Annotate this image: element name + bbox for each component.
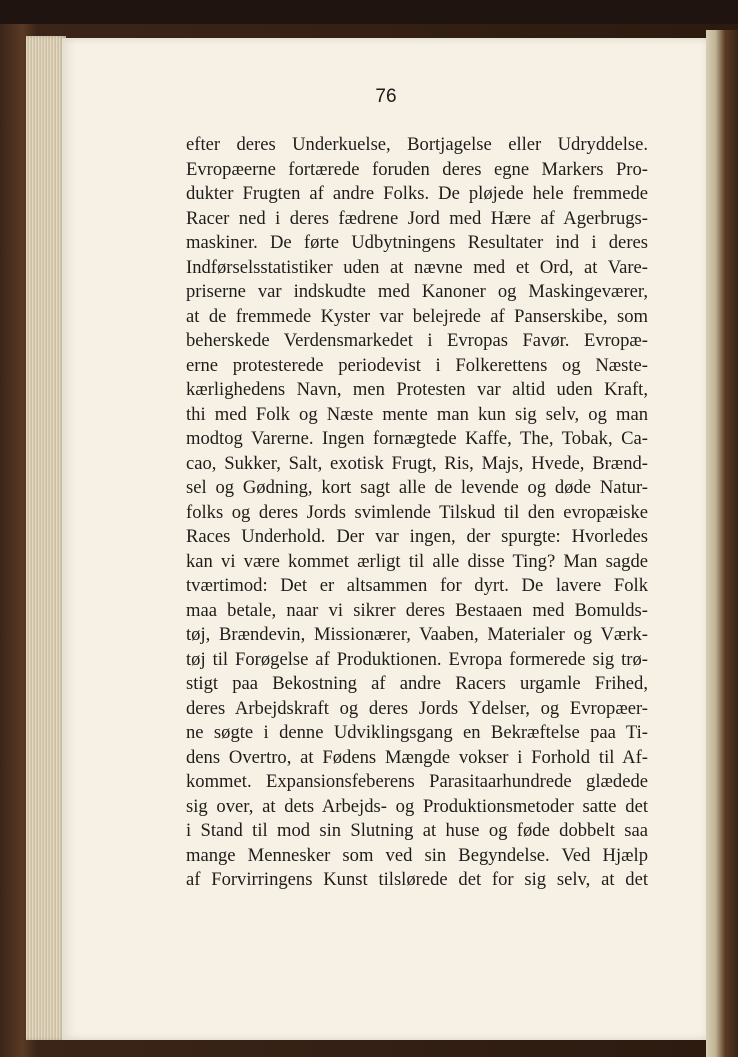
text-line: efter deres Underkuelse, Bortjagelse eller Udryddelse. — [186, 134, 648, 155]
text-line: at de fremmede Kyster var belejrede af Panserskibe, som — [186, 305, 648, 327]
text-line: kærlighedens Navn, men Protesten var altid uden Kraft, — [186, 379, 648, 400]
text-line: i Stand til mod sin Slutning at huse og føde dobbelt saa — [186, 820, 648, 841]
text-line: folks og deres Jords svimlende Tilskud til den evropæiske — [186, 501, 648, 523]
text-line: af Forvirringens Kunst tilslørede det for sig selv, at det — [186, 869, 648, 890]
text-line: ne søgte i denne Udviklingsgang en Bekræftelse paa Ti- — [186, 722, 648, 743]
text-line: deres Arbejdskraft og deres Jords Ydelser, og Evropæer- — [186, 697, 648, 719]
text-line: cao, Sukker, Salt, exotisk Frugt, Ris, Majs, Hvede, Brænd- — [186, 452, 648, 474]
text-line: sel og Gødning, kort sagt alle de levende og døde Natur- — [186, 477, 648, 498]
text-line: thi med Folk og Næste mente man kun sig selv, og man — [186, 403, 648, 425]
text-line: tværtimod: Det er altsammen for dyrt. De lavere Folk — [186, 575, 648, 596]
book-cover-edge — [0, 0, 738, 24]
text-line: maskiner. De førte Udbytningens Resultater ind i deres — [186, 232, 648, 253]
text-line: maa betale, naar vi sikrer deres Bestaaen med Bomulds- — [186, 599, 648, 621]
text-line: Racer ned i deres fædrene Jord med Hære af Agerbrugs- — [186, 207, 648, 229]
text-line: Evropæerne fortærede foruden deres egne Markers Pro- — [186, 158, 648, 180]
text-line: kan vi være kommet ærligt til alle disse Ting? Man sagde — [186, 550, 648, 572]
page-edges-left — [26, 36, 66, 1040]
text-line: Indførselsstatistiker uden at nævne med et Ord, at Vare- — [186, 256, 648, 278]
text-line: priserne var indskudte med Kanoner og Maskingeværer, — [186, 281, 648, 302]
page-edges-right — [706, 30, 738, 1057]
text-line: dens Overtro, at Fødens Mængde vokser i Forhold til Af- — [186, 746, 648, 768]
text-line: tøj til Forøgelse af Produktionen. Evropa formerede sig trø- — [186, 648, 648, 670]
text-line: sig over, at dets Arbejds- og Produktionsmetoder satte det — [186, 795, 648, 817]
text-line: dukter Frugten af andre Folks. De pløjede hele fremmede — [186, 183, 648, 204]
text-line: Races Underhold. Der var ingen, der spurgte: Hvorledes — [186, 526, 648, 547]
text-line: erne protesterede periodevist i Folkerettens og Næste- — [186, 354, 648, 376]
body-text — [186, 133, 648, 893]
text-line: tøj, Brændevin, Missionærer, Vaaben, Materialer og Værk- — [186, 624, 648, 645]
page-number: 76 — [375, 86, 397, 107]
text-line: stigt paa Bekostning af andre Racers urgamle Frihed, — [186, 673, 648, 694]
text-line: beherskede Verdensmarkedet i Evropas Favør. Evropæ- — [186, 330, 648, 351]
text-line: modtog Varerne. Ingen fornægtede Kaffe, The, Tobak, Ca- — [186, 428, 648, 449]
text-line: kommet. Expansionsfeberens Parasitaarhundrede glædede — [186, 771, 648, 792]
text-line: mange Mennesker som ved sin Begyndelse. Ved Hjælp — [186, 844, 648, 866]
